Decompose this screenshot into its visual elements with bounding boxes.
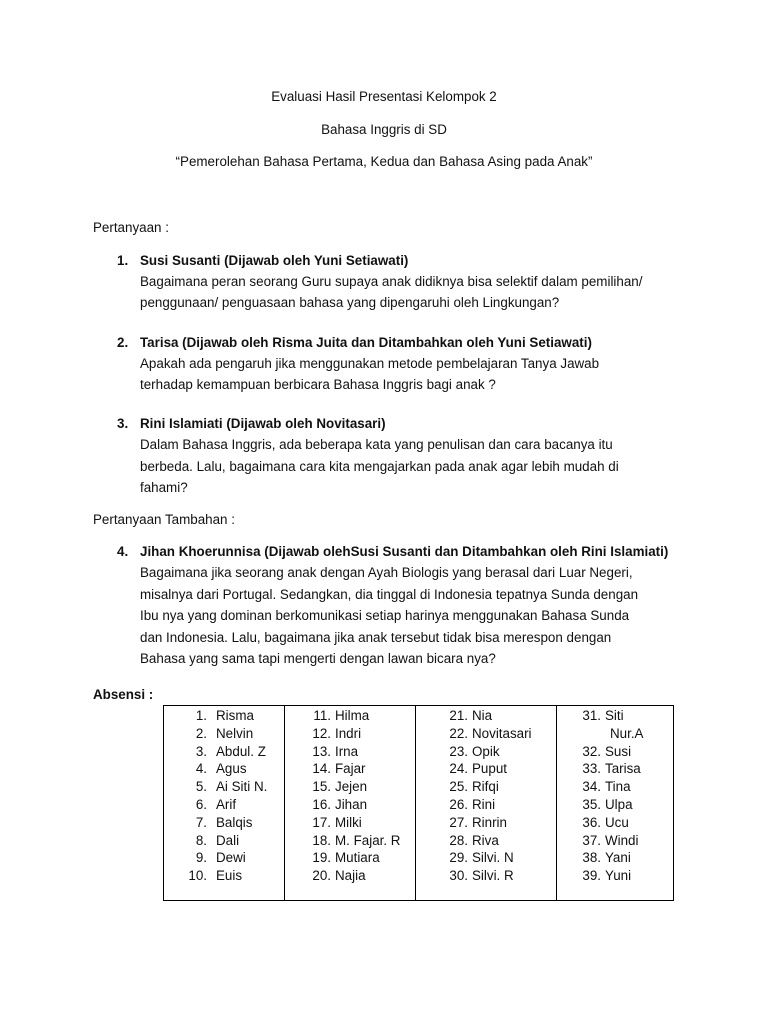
attendance-column	[557, 706, 673, 900]
attendance-number: 8.	[195, 832, 207, 848]
attendance-entry	[416, 814, 556, 832]
attendance-number: 14.	[312, 761, 331, 777]
attendance-name: Dali	[216, 832, 240, 848]
attendance-entry	[285, 832, 415, 850]
question-line: Apakah ada pengaruh jika menggunakan metode pembelajaran Tanya Jawab	[140, 356, 600, 371]
attendance-entry	[557, 707, 673, 725]
attendance-entry	[164, 707, 284, 725]
attendance-entry	[164, 725, 284, 743]
question-item	[117, 541, 697, 670]
question-body	[140, 562, 697, 670]
attendance-name: Agus	[216, 761, 247, 777]
attendance-number: 32.	[582, 743, 601, 759]
attendance-name: Balqis	[216, 814, 253, 830]
attendance-name: Tarisa	[605, 761, 641, 777]
question-line: Bagaimana jika seorang anak dengan Ayah Biologis yang berasal dari Luar Negeri,	[140, 565, 633, 580]
attendance-entry	[416, 849, 556, 867]
attendance-name: Irna	[335, 743, 359, 759]
attendance-name: Nelvin	[216, 725, 254, 741]
attendance-name: Ucu	[605, 814, 629, 830]
attendance-number: 11.	[313, 708, 331, 723]
attendance-number: 28.	[449, 832, 468, 848]
attendance-number: 9.	[195, 850, 207, 866]
attendance-name: Puput	[472, 761, 507, 777]
attendance-entry	[416, 867, 556, 885]
attendance-number: 7.	[195, 814, 207, 830]
attendance-entry	[557, 743, 673, 761]
attendance-name: Yuni	[605, 868, 632, 884]
question-heading: Tarisa (Dijawab oleh Risma Juita dan Ditambahkan oleh Yuni Setiawati)	[140, 335, 592, 350]
attendance-name: Windi	[605, 832, 639, 848]
attendance-name: Dewi	[216, 850, 246, 866]
attendance-number: 24.	[449, 761, 468, 777]
attendance-entry	[285, 725, 415, 743]
attendance-name: Jejen	[335, 779, 368, 795]
attendance-number: 21.	[449, 708, 468, 723]
attendance-name: Tina	[605, 779, 631, 795]
attendance-entry	[416, 725, 556, 743]
attendance-number: 12.	[312, 725, 331, 741]
attendance-entry	[416, 760, 556, 778]
attendance-entry	[416, 796, 556, 814]
attendance-entry	[164, 832, 284, 850]
attendance-number: 18.	[312, 832, 331, 848]
attendance-name: Jihan	[335, 796, 368, 812]
attendance-name: Rini	[472, 796, 496, 812]
attendance-name: M. Fajar. R	[335, 832, 401, 848]
attendance-entry	[164, 814, 284, 832]
question-heading: Susi Susanti (Dijawab oleh Yuni Setiawati)	[140, 253, 409, 268]
extra-questions-label: Pertanyaan Tambahan :	[93, 512, 235, 527]
document-title: Evaluasi Hasil Presentasi Kelompok 2	[271, 89, 497, 104]
question-line: Dalam Bahasa Inggris, ada beberapa kata yang penulisan dan cara bacanya itu	[140, 437, 613, 452]
attendance-entry	[164, 760, 284, 778]
question-line: berbeda. Lalu, bagaimana cara kita mengajarkan pada anak agar lebih mudah di	[140, 458, 619, 474]
attendance-number: 23.	[449, 743, 468, 759]
question-heading: Jihan Khoerunnisa (Dijawab olehSusi Susanti dan Ditambahkan oleh Rini Islamiati)	[140, 544, 669, 559]
attendance-entry	[164, 743, 284, 761]
question-body	[140, 353, 697, 395]
question-item	[117, 332, 697, 395]
attendance-name: Yani	[605, 850, 631, 866]
attendance-entry	[164, 778, 284, 796]
attendance-name: Rinrin	[472, 814, 507, 830]
attendance-name: Arif	[216, 796, 237, 812]
attendance-entry	[285, 814, 415, 832]
attendance-entry	[285, 849, 415, 867]
attendance-number: 31.	[582, 708, 601, 723]
attendance-name: Euis	[216, 868, 243, 884]
attendance-number: 3.	[195, 743, 207, 759]
attendance-name: Abdul. Z	[216, 743, 266, 759]
question-number: 4.	[117, 544, 129, 559]
attendance-name: Susi	[605, 743, 632, 759]
attendance-entry	[416, 832, 556, 850]
attendance-number: 25.	[449, 779, 468, 795]
attendance-name: Novitasari	[472, 725, 532, 741]
attendance-number: 1.	[195, 708, 207, 723]
attendance-entry	[557, 867, 673, 885]
document-subtitle: Bahasa Inggris di SD	[321, 122, 447, 137]
attendance-entry	[164, 849, 284, 867]
attendance-number: 30.	[449, 868, 468, 884]
attendance-entry	[557, 796, 673, 814]
attendance-column	[164, 706, 285, 900]
attendance-number: 37.	[582, 832, 601, 848]
attendance-number: 34.	[582, 779, 601, 795]
question-item	[117, 413, 697, 499]
attendance-entry	[557, 760, 673, 778]
attendance-name: Najia	[335, 868, 366, 884]
attendance-name: Milki	[335, 814, 362, 830]
attendance-number: 5.	[195, 779, 207, 795]
question-line: penggunaan/ penguasaan bahasa yang dipengaruhi oleh Lingkungan?	[140, 295, 560, 310]
attendance-entry	[285, 760, 415, 778]
question-line: Bagaimana peran seorang Guru supaya anak didiknya bisa selektif dalam pemilihan/	[140, 274, 643, 289]
attendance-entry	[416, 778, 556, 796]
question-body	[140, 271, 697, 313]
attendance-entry	[285, 867, 415, 885]
attendance-name: Opik	[472, 743, 500, 759]
attendance-number: 29.	[449, 850, 468, 866]
attendance-entry	[285, 743, 415, 761]
attendance-number: 10.	[188, 868, 207, 884]
attendance-entry	[557, 778, 673, 796]
attendance-number: 13.	[312, 743, 331, 759]
question-line: Ibu nya yang dominan berkomunikasi setiap harinya menggunakan Bahasa Sunda	[140, 608, 630, 623]
attendance-entry	[285, 778, 415, 796]
attendance-number: 33.	[582, 761, 601, 777]
question-line: Bahasa yang sama tapi mengerti dengan lawan bicara nya?	[140, 651, 496, 666]
question-number: 1.	[117, 253, 129, 268]
attendance-entry	[416, 707, 556, 725]
attendance-number: 39.	[582, 868, 601, 884]
attendance-number: 16.	[312, 796, 331, 812]
attendance-number: 6.	[195, 796, 207, 812]
attendance-name: Hilma	[335, 708, 370, 723]
attendance-name: Nia	[472, 708, 493, 723]
question-line: dan Indonesia. Lalu, bagaimana jika anak tersebut tidak bisa merespon dengan	[140, 629, 612, 645]
attendance-name: Silvi. N	[472, 850, 514, 866]
attendance-name: Mutiara	[335, 850, 380, 866]
attendance-number: 20.	[312, 868, 331, 884]
attendance-number: 15.	[312, 779, 331, 795]
attendance-number: 27.	[449, 814, 468, 830]
question-line: misalnya dari Portugal. Sedangkan, dia tinggal di Indonesia tepatnya Sunda dengan	[140, 586, 639, 602]
attendance-name: Ulpa	[605, 796, 633, 812]
attendance-name: Fajar	[335, 761, 366, 777]
attendance-entry	[557, 814, 673, 832]
attendance-name: Indri	[335, 725, 362, 741]
attendance-entry	[557, 832, 673, 850]
attendance-entry	[164, 796, 284, 814]
questions-label: Pertanyaan :	[93, 220, 169, 235]
attendance-label: Absensi :	[93, 687, 154, 702]
attendance-entry	[164, 867, 284, 885]
question-heading: Rini Islamiati (Dijawab oleh Novitasari)	[140, 416, 386, 431]
question-line: fahami?	[140, 480, 188, 495]
attendance-number: 26.	[449, 796, 468, 812]
attendance-entry	[285, 796, 415, 814]
attendance-name: Risma	[216, 708, 254, 723]
attendance-column	[416, 706, 557, 900]
attendance-name: Rifqi	[472, 779, 499, 795]
attendance-name-continued: Nur.A	[610, 725, 644, 741]
attendance-number: 22.	[449, 725, 468, 741]
document-theme: “Pemerolehan Bahasa Pertama, Kedua dan Bahasa Asing pada Anak”	[175, 154, 593, 169]
attendance-number: 17.	[312, 814, 331, 830]
attendance-number: 36.	[582, 814, 601, 830]
question-body	[140, 434, 697, 499]
attendance-entry	[285, 707, 415, 725]
attendance-column	[285, 706, 416, 900]
attendance-table	[163, 705, 674, 901]
attendance-name: Siti	[605, 708, 624, 723]
attendance-number: 19.	[312, 850, 331, 866]
attendance-number: 35.	[582, 796, 601, 812]
attendance-number: 4.	[195, 761, 207, 777]
attendance-name: Silvi. R	[472, 868, 514, 884]
question-number: 2.	[117, 335, 129, 350]
attendance-number: 2.	[195, 725, 207, 741]
question-item	[117, 250, 697, 313]
attendance-entry	[416, 743, 556, 761]
question-number: 3.	[117, 416, 129, 431]
attendance-number: 38.	[582, 850, 601, 866]
attendance-entry	[557, 849, 673, 867]
attendance-name: Ai Siti N.	[216, 779, 268, 795]
attendance-name: Riva	[472, 832, 499, 848]
question-line: terhadap kemampuan berbicara Bahasa Inggris bagi anak ?	[140, 377, 496, 392]
